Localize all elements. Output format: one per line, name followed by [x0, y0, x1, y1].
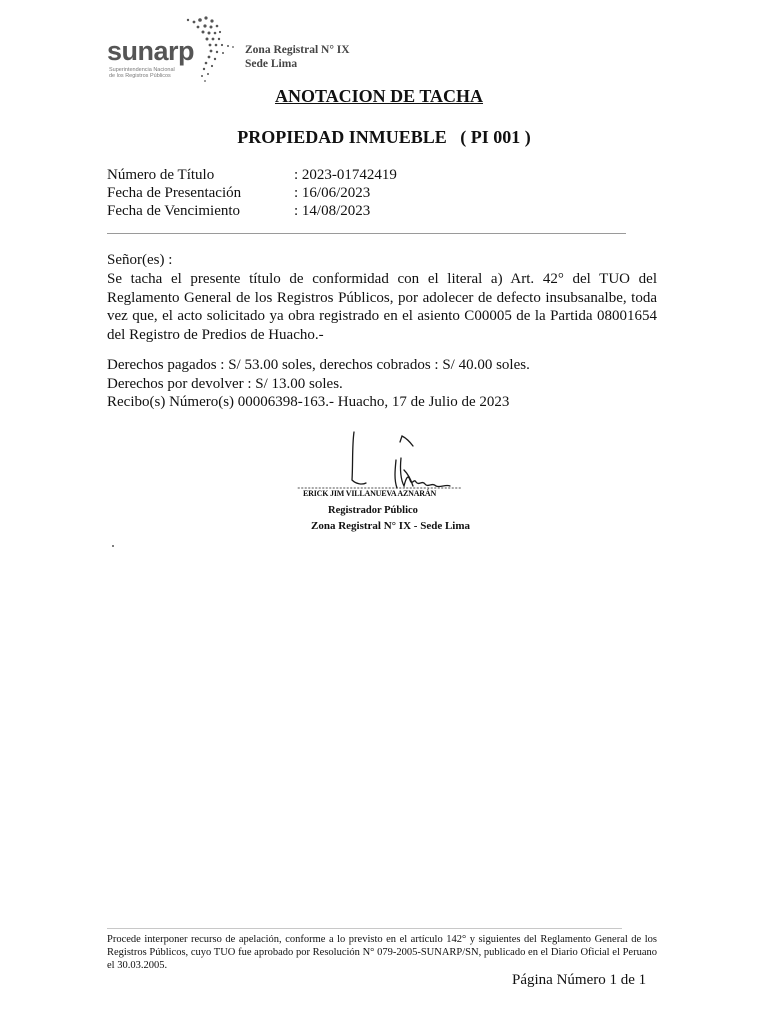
divider [107, 233, 626, 234]
field-value: : 14/08/2023 [294, 203, 371, 219]
field-row-fecha-vencimiento [107, 202, 370, 220]
zona-line2: Sede Lima [245, 58, 298, 70]
field-label: Fecha de Presentación [107, 185, 242, 201]
field-row-numero-titulo [107, 166, 397, 184]
logo-subtitle-line1: Superintendencia Nacional [109, 67, 175, 73]
body-paragraph: Se tacha el presente título de conformidad con el literal a) Art. 42° del TUO del Reglamento General de los Registros Públicos, por adolecer de defecto insubsanalbe, toda vez que, el acto solicitado ya obra registrado en el asiento C00005 de la Partida 08001654 del Registro de Predios de Huacho.- [107, 271, 657, 343]
signer-name: ERICK JIM VILLANUEVA AZNARÁN [303, 489, 437, 498]
field-value: : 16/06/2023 [294, 185, 371, 201]
fees-block [107, 356, 530, 412]
document-subtitle: PROPIEDAD INMUEBLE ( PI 001 ) [237, 127, 531, 147]
signer-office: Zona Registral N° IX - Sede Lima [311, 520, 471, 532]
logo-subtitle-line2: de los Registros Públicos [109, 73, 171, 79]
sunarp-logo: sunarp [107, 36, 195, 66]
zona-registral [245, 43, 350, 71]
receipt-line: Recibo(s) Número(s) 00006398-163.- Huacho, 17 de Julio de 2023 [107, 394, 510, 410]
fees-line-paid: Derechos pagados : S/ 53.00 soles, derechos cobrados : S/ 40.00 soles. [107, 357, 530, 373]
footer-note: Procede interponer recurso de apelación, conforme a lo previsto en el artículo 142° y siguientes del Reglamento General de los Registros Públicos, cuyo TUO fue aprobado por Resolución N° 079-2005-SUNARP/SN, publicado en el Diario Oficial el Peruano el 30.03.2005. [107, 934, 657, 971]
fees-line-refund: Derechos por devolver : S/ 13.00 soles. [107, 375, 343, 392]
salutation: Señor(es) : [107, 252, 173, 268]
document-title: ANOTACION DE TACHA [274, 86, 484, 106]
logo-subtitle [109, 67, 189, 79]
field-value: : 2023-01742419 [294, 167, 397, 183]
page-number: Página Número 1 de 1 [512, 972, 647, 988]
field-row-fecha-presentacion [107, 184, 370, 202]
field-label: Número de Título [107, 167, 215, 183]
stray-mark [112, 545, 114, 547]
field-label: Fecha de Vencimiento [107, 203, 241, 219]
handwritten-signature [296, 428, 466, 498]
footer-divider [107, 928, 622, 929]
zona-line1: Zona Registral N° IX [245, 44, 350, 56]
signer-role: Registrador Público [328, 505, 418, 516]
